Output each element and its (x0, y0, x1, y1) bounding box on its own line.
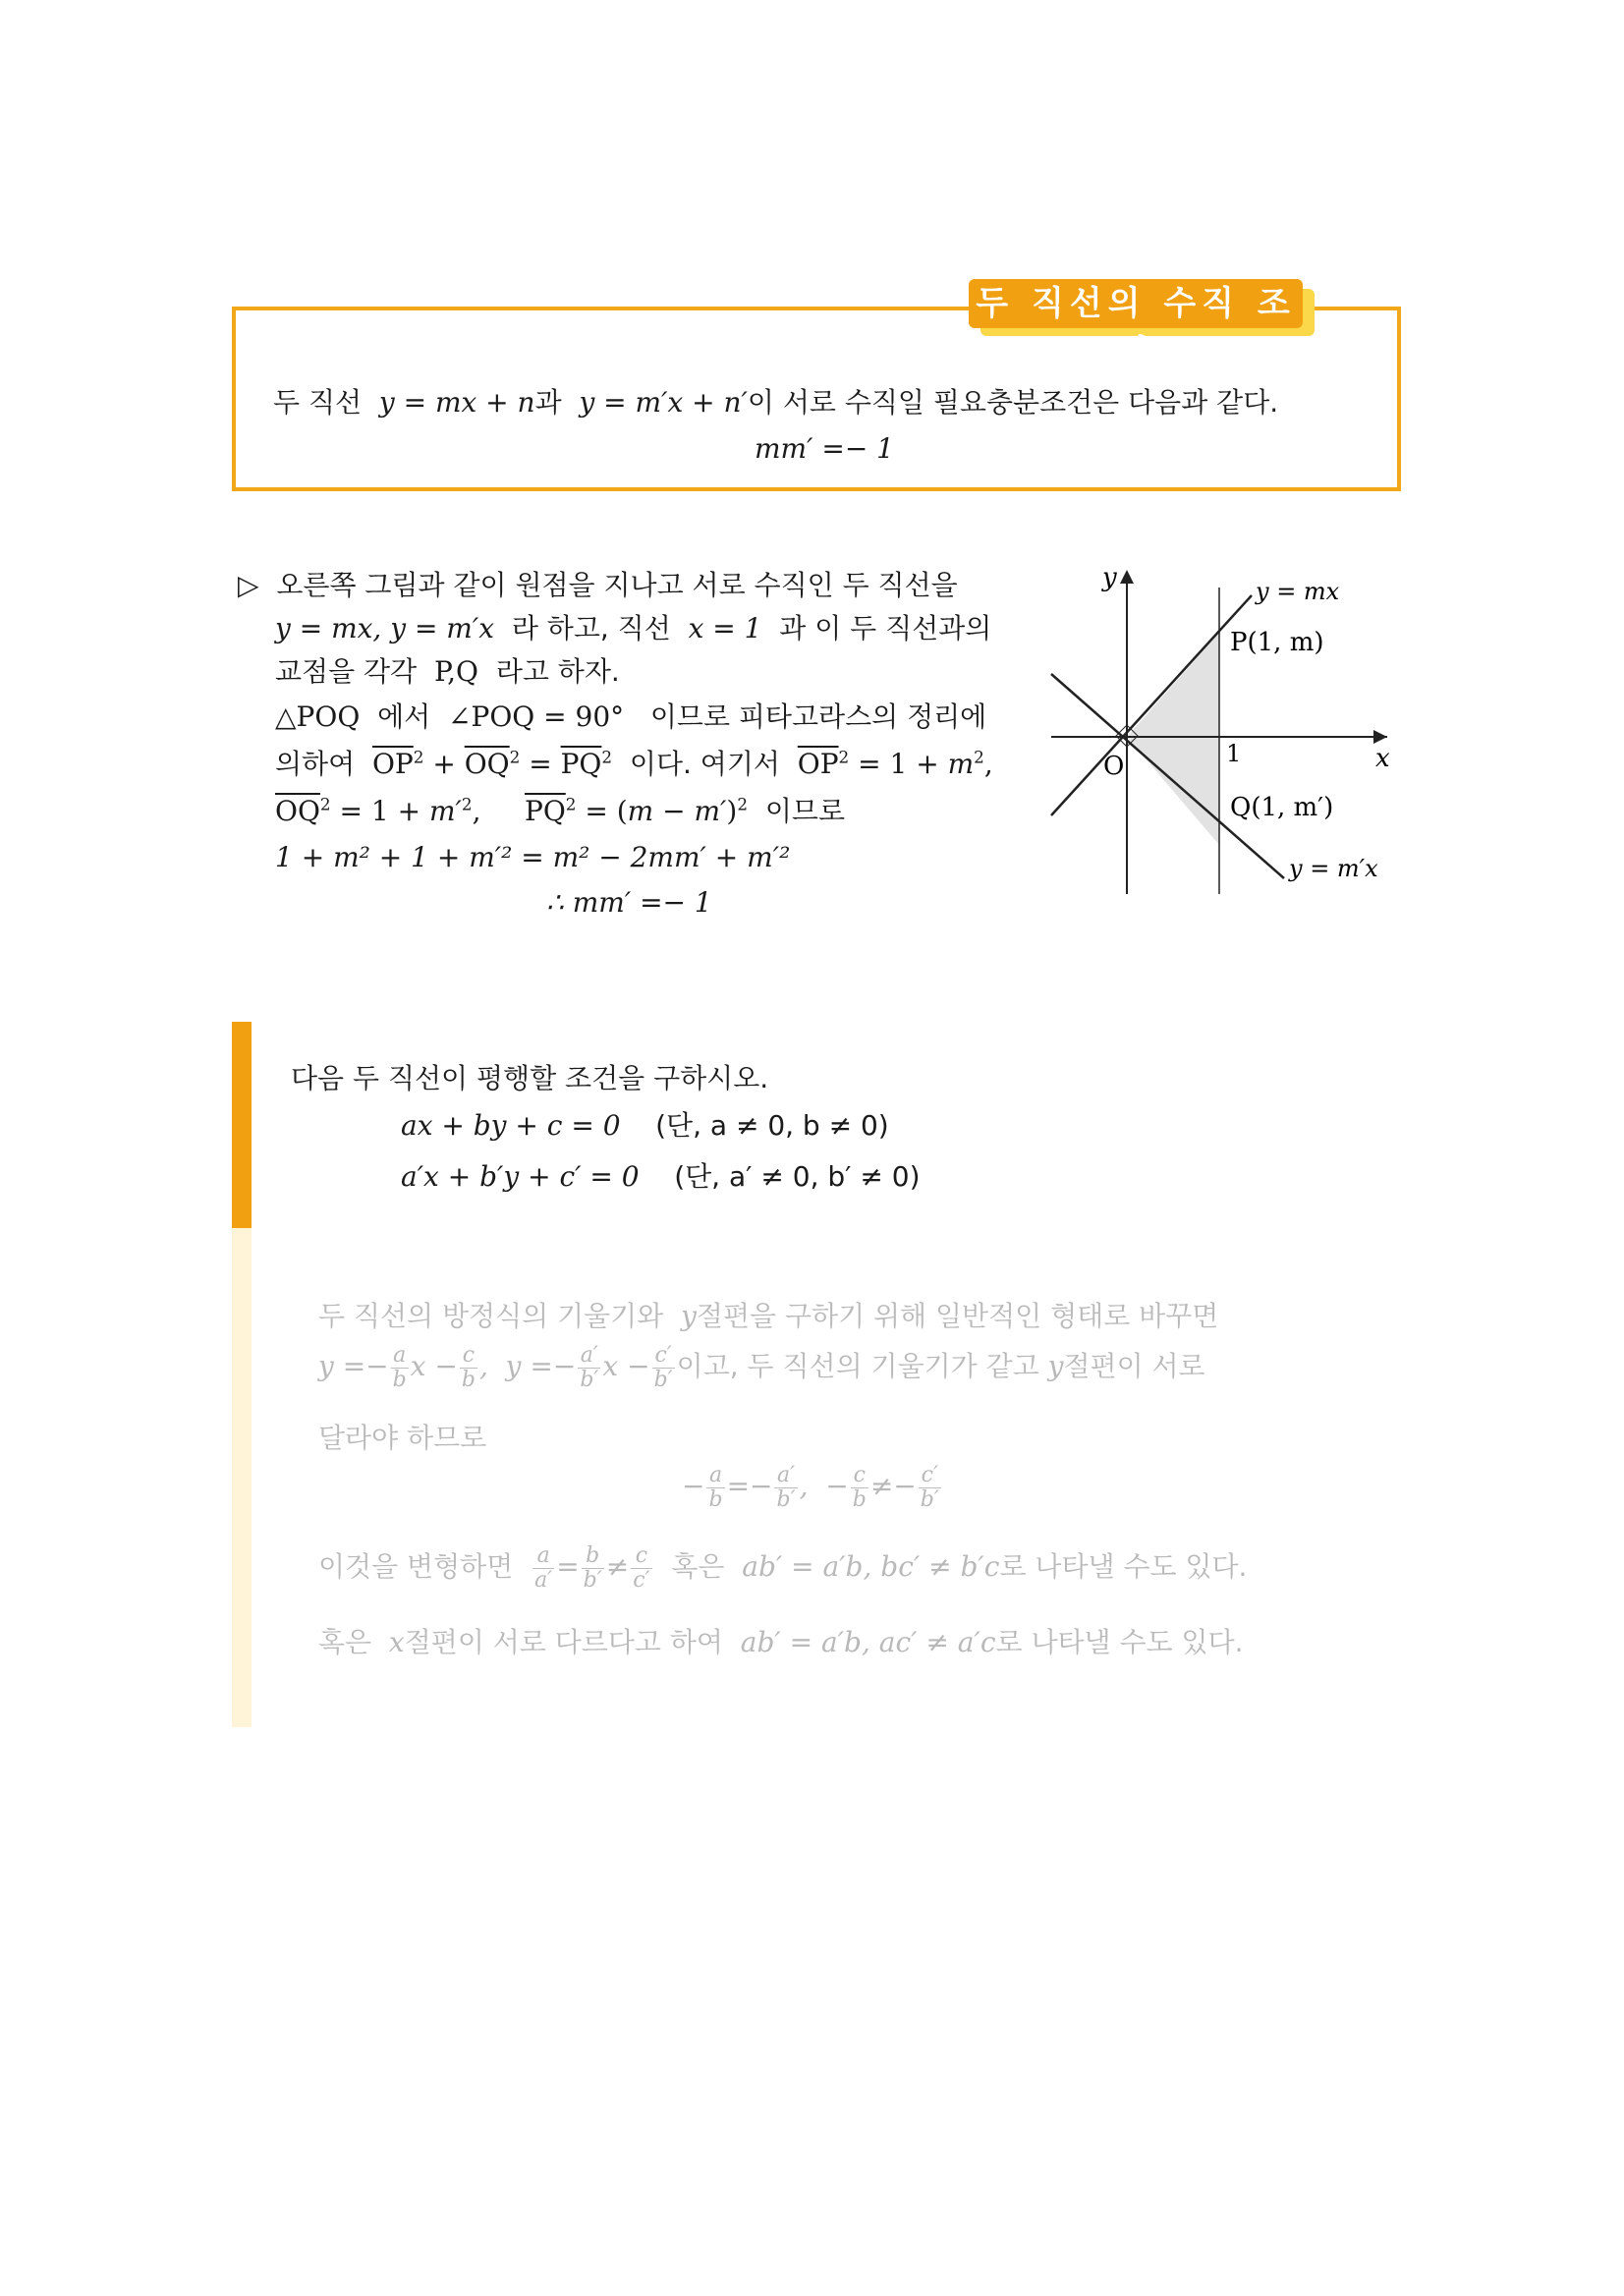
y-axis-arrow (1120, 570, 1134, 584)
answer-line-2 (318, 1344, 1205, 1392)
answer-l2-y: y (1047, 1350, 1064, 1382)
answer-l1-y: y (681, 1300, 697, 1332)
problem-bar (232, 1022, 252, 1228)
answer-l6-e: 로 나타낼 수도 있다. (995, 1626, 1244, 1658)
theorem-formula: mm′ =− 1 (755, 432, 894, 465)
problem-cond2: (단, a′ ≠ 0, b′ ≠ 0) (674, 1160, 921, 1193)
answer-l1-a: 두 직선의 방정식의 기울기와 (318, 1300, 664, 1332)
proof-l4-d: 이므로 피타고라스의 정리에 (649, 700, 987, 733)
proof-triangle: △POQ (275, 700, 361, 733)
line-mx-label: y = mx (1256, 578, 1340, 605)
proof-l4-b: 에서 (377, 700, 431, 733)
answer-line-3: 달라야 하므로 (318, 1422, 487, 1454)
answer-l6-c: 절편이 서로 다르다고 하여 (404, 1626, 723, 1658)
proof-op-sq: $\overline{OP}^2 = 1 + m^2$, (797, 747, 993, 780)
proof-line-5 (275, 743, 993, 782)
line-y-mx (1051, 595, 1252, 815)
proof-oq-sq: $\overline{OQ}^2 = 1 + m'^2$, (275, 794, 481, 827)
answer-line-5 (318, 1544, 1247, 1593)
answer-l6-a: 혹은 (318, 1626, 372, 1658)
proof-l2-text: 라 하고, 직선 (511, 612, 671, 644)
proof-angle: ∠POQ = 90° (448, 700, 625, 733)
theorem-lead: 두 직선 (273, 386, 363, 419)
answer-l2-mid: 이고, 두 직선의 기울기가 같고 (676, 1350, 1039, 1382)
proof-l2-x1: x = 1 (688, 612, 762, 644)
answer-general-forms: y =− $\frac{a}{b}$ x − $\frac{c}{b}$ , y =− $\frac{a'}{b'}$ x − $\frac{c'}{b'}$ (318, 1343, 673, 1392)
answer-l2-end: 절편이 서로 (1063, 1350, 1205, 1382)
answer-l5-b: 혹은 (671, 1550, 725, 1583)
theorem-tail: 이 서로 수직일 필요충분조건은 다음과 같다. (747, 386, 1279, 419)
triangle-poq-shade (1127, 633, 1219, 845)
proof-pq-sq: $\overline{PQ}^2 = (m - m')^2$ (524, 794, 749, 827)
origin-label: O (1103, 752, 1125, 781)
proof-marker: ▷ (238, 569, 259, 601)
answer-l5-d: 로 나타낼 수도 있다. (999, 1550, 1248, 1583)
theorem-eq2: y = m′x + n′ (579, 386, 748, 419)
proof-l5-a: 의하여 (275, 748, 356, 780)
answer-l6-x: x (388, 1626, 405, 1658)
proof-l3-pq: P,Q (433, 655, 478, 688)
proof-line-4 (275, 696, 986, 735)
answer-line-6 (318, 1621, 1244, 1660)
proof-l2-lines: y = mx, y = m′x (275, 612, 495, 644)
proof-conclusion: ∴ mm′ =− 1 (546, 886, 712, 919)
theorem-statement (273, 381, 1278, 420)
answer-slope-condition: − $\frac{a}{b}$ =− $\frac{a'}{b'}$ , − $\frac{c}{b}$ ≠− $\frac{c'}{b'}$ (682, 1463, 939, 1512)
y-axis-label: y (1102, 563, 1117, 592)
perpendicular-lines-figure (1022, 550, 1405, 904)
theorem-eq1: y = mx + n (378, 386, 535, 419)
x-axis-arrow (1373, 730, 1387, 744)
problem-line-1 (401, 1104, 889, 1144)
problem-eq2: a′x + b′y + c′ = 0 (401, 1160, 640, 1193)
answer-ratio-condition: $\frac{a}{a'}$ = $\frac{b}{b'}$ ≠ $\frac{c}{c'}$ (534, 1543, 650, 1593)
tick-one-label: 1 (1226, 740, 1242, 767)
proof-l3-a: 교점을 각각 (275, 655, 418, 688)
theorem-title: 두 직선의 수직 조건 (969, 279, 1303, 328)
answer-l1-c: 절편을 구하기 위해 일반적인 형태로 바꾸면 (696, 1300, 1219, 1332)
proof-l5-b: 이다. 여기서 (629, 748, 780, 780)
problem-line-2 (401, 1155, 921, 1195)
proof-line-7: 1 + m² + 1 + m′² = m² − 2mm′ + m′² (275, 841, 791, 873)
proof-l3-c: 라고 하자. (495, 655, 620, 688)
proof-l1: 오른쪽 그림과 같이 원점을 지나고 서로 수직인 두 직선을 (276, 569, 958, 601)
proof-line-1 (238, 564, 958, 603)
point-p-label: P(1, m) (1230, 628, 1324, 657)
answer-line-1 (318, 1295, 1218, 1334)
x-axis-label: x (1375, 744, 1390, 773)
theorem-and: 과 (534, 386, 562, 419)
answer-l5-a: 이것을 변형하면 (318, 1550, 514, 1583)
problem-question: 다음 두 직선이 평행할 조건을 구하시오. (291, 1062, 769, 1094)
proof-pythagoras: $\overline{OP}^2 + \overline{OQ}^2 = \overline{PQ}^2$ (371, 747, 613, 780)
proof-l6-b: 이므로 (764, 795, 845, 827)
answer-l6-d: ab′ = a′b, ac′ ≠ a′c (740, 1626, 996, 1658)
proof-line-2 (275, 607, 991, 646)
answer-bar (232, 1228, 252, 1727)
problem-eq1: ax + by + c = 0 (401, 1109, 621, 1142)
proof-line-3 (275, 650, 620, 690)
proof-l2-tail: 과 이 두 직선과의 (779, 612, 992, 644)
line-m-prime-x-label: y = m′x (1289, 855, 1378, 882)
point-q-label: Q(1, m′) (1230, 793, 1334, 822)
proof-line-6 (275, 790, 845, 829)
answer-l5-c: ab′ = a′b, bc′ ≠ b′c (742, 1550, 1000, 1583)
problem-cond1: (단, a ≠ 0, b ≠ 0) (655, 1109, 889, 1142)
